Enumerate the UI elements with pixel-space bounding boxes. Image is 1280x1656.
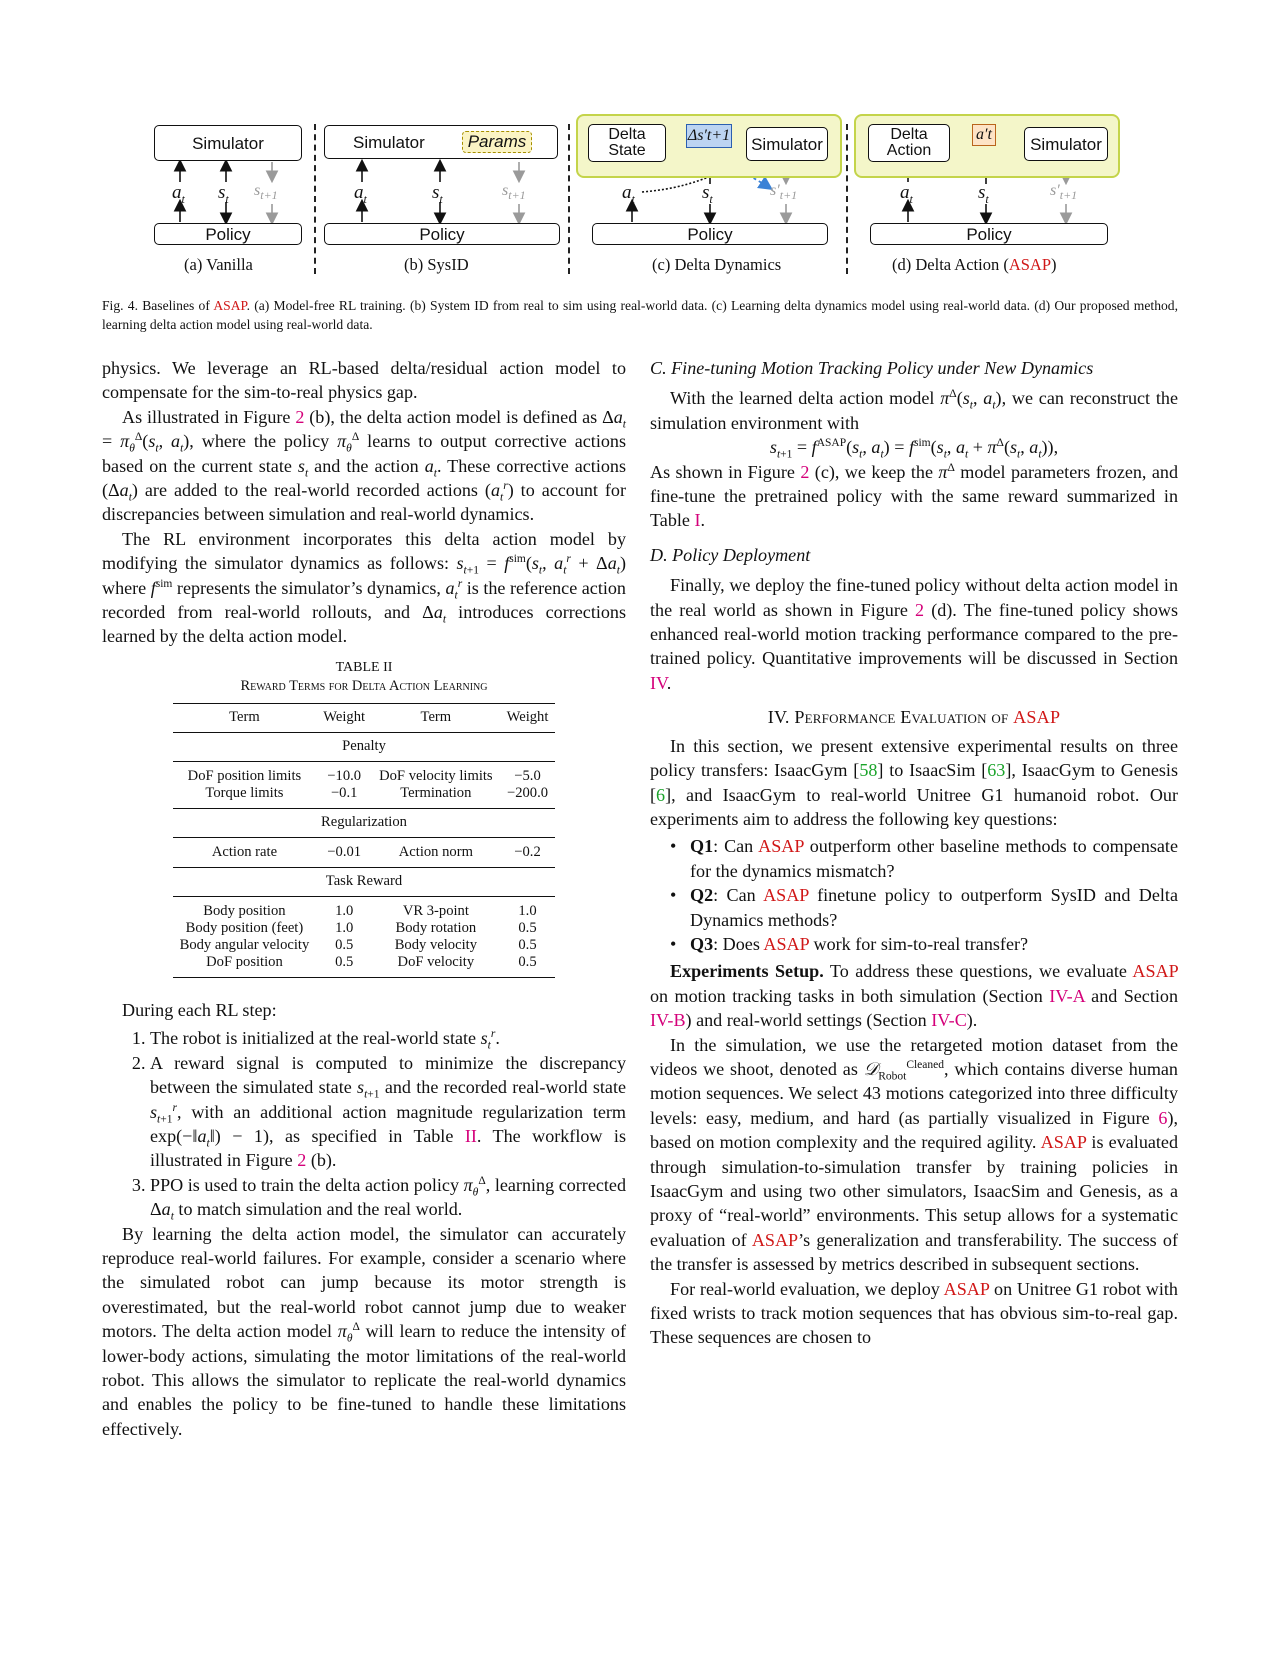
panel-d-policy: Policy xyxy=(870,223,1108,245)
table-header: Term xyxy=(372,703,500,732)
paragraph: The RL environment incorporates this delta action model by modifying the simulator dynamics as follows: $s_{t+1} = f^{sim}(s_t$, $a_t^r + \Delta a_t$) where $f^{sim}$ represents the simulator’s dynamics, $a_t^r$ is the reference action recorded from real-world rollouts, and $\Delta a_t$ introduces corrections learned by the delta action model. xyxy=(102,528,627,647)
paragraph: In this section, we present extensive experimental results on three policy transfers: IsaacGym [58] to IsaacSim [63], IsaacGym to Genesis [6], and IsaacGym to real-world Unitree G1 humanoid robot. Our experiments aim to address the following key questions: xyxy=(650,735,1178,829)
table-cell: −10.0 xyxy=(327,767,362,784)
var-a-t: $a_t$ xyxy=(900,182,913,206)
panel-a-simulator: Simulator xyxy=(154,125,302,161)
table-row xyxy=(173,937,556,954)
table-row xyxy=(173,785,556,809)
table-group: Task Reward xyxy=(173,867,556,896)
table-cell: DoF position limits xyxy=(187,767,302,784)
paragraph: As illustrated in Figure 2 (b), the delta action model is defined as $\Delta a_t = \pi_\theta^\Delta(s_t$, $a_t$), where the policy $\pi_\theta^\Delta$ learns to output corrective actions based on the current state $s_t$ and the action $a_t$. These corrective actions $(\Delta a_t)$ are added to the real-world recorded actions $(a_t^r)$ to account for discrepancies between simulation and real-world dynamics. xyxy=(102,406,627,525)
panel-b-label: (b) SysID xyxy=(404,255,469,274)
table-header: Weight xyxy=(500,703,556,732)
var-a-t: $a_t$ xyxy=(622,182,635,206)
var-s-t: $s_t$ xyxy=(432,182,443,206)
panel-d-simulator: Simulator xyxy=(1024,127,1108,161)
var-s-prime-t1: $s'_{t+1}$ xyxy=(770,182,798,203)
paragraph: With the learned delta action model $\pi^\Delta(s_t$, $a_t$), we can reconstruct the simulation environment with xyxy=(650,388,1178,433)
table-cell: DoF velocity xyxy=(372,954,500,978)
panel-b-policy: Policy xyxy=(324,223,560,245)
section-heading-d: D. Policy Deployment xyxy=(650,544,811,565)
table-cell: 0.5 xyxy=(518,936,537,953)
step-intro: During each RL step: xyxy=(122,999,277,1020)
table-cell: Body position (feet) xyxy=(185,919,304,936)
panel-c-policy: Policy xyxy=(592,223,828,245)
panel-d-label: (d) Delta Action (ASAP) xyxy=(892,255,1057,274)
panel-a-label: (a) Vanilla xyxy=(184,255,253,274)
table-cell: DoF velocity limits xyxy=(379,767,493,784)
table-group: Penalty xyxy=(173,732,556,761)
list-item: 2. A reward signal is computed to minimize the discrepancy between the simulated state $s_{t+1}$ and the recorded real-world state $s_{t+1}^r$, with an additional action magnitude regularization term $\exp(-‖a_t‖) - 1$), as specified in Table II. The workflow is illustrated in Figure 2 (b). xyxy=(150,1051,626,1173)
table-cell: 1.0 xyxy=(518,902,537,919)
panel-c-delta-state: Delta State xyxy=(588,124,666,162)
separator xyxy=(846,124,848,274)
paragraph: physics. We leverage an RL-based delta/residual action model to compensate for the sim-to-real physics gap. xyxy=(102,358,626,403)
panel-c-label: (c) Delta Dynamics xyxy=(652,255,782,274)
table-cell: Body position xyxy=(203,902,286,919)
var-s-prime-t1: $s'_{t+1}$ xyxy=(1050,182,1078,203)
table-cell: 0.5 xyxy=(518,919,537,936)
table-cell: 0.5 xyxy=(316,954,372,978)
var-s-t: $s_t$ xyxy=(702,182,713,206)
equation: $s_{t+1} = f^{ASAP}(s_t$, $a_t) = f^{sim}(s_t$, $a_t + \pi^\Delta(s_t$, $a_t$)), xyxy=(769,437,1059,461)
table-header: Term xyxy=(173,703,317,732)
table-cell: 0.5 xyxy=(500,954,556,978)
panel-c-delta-s-box: Δs′t+1 xyxy=(686,124,732,148)
panel-b-simulator-label: Simulator xyxy=(353,132,425,152)
table-cell: −5.0 xyxy=(514,767,541,784)
panel-c-simulator: Simulator xyxy=(746,127,828,161)
panel-d-a-prime-box: a′t xyxy=(972,124,996,146)
table-row xyxy=(173,761,556,785)
table-cell: −200.0 xyxy=(500,785,556,809)
table-header: Weight xyxy=(316,703,372,732)
var-a-t: $a_t$ xyxy=(172,182,185,206)
table-cell: Torque limits xyxy=(173,785,317,809)
list-item: • Q2: Can ASAP finetune policy to outperform SysID and Delta Dynamics methods? xyxy=(690,883,1178,932)
figure-caption: Fig. 4. Baselines of ASAP. (a) Model-free RL training. (b) System ID from real to sim using real-world data. (c) Learning delta dynamics model using real-world data. (d) Our proposed method, learning delta action model using real-world data. xyxy=(102,298,1178,332)
panel-d-delta-action: Delta Action xyxy=(868,124,950,162)
figure-4 xyxy=(0,0,1280,290)
table-cell: Termination xyxy=(372,785,500,809)
table-cell: Body velocity xyxy=(394,936,477,953)
paragraph: Experiments Setup. To address these questions, we evaluate ASAP on motion tracking tasks in both simulation (Section IV-A and Section IV-B) and real-world settings (Section IV-C). xyxy=(650,961,1178,1031)
table-cell: −0.01 xyxy=(316,837,372,867)
table-row xyxy=(173,920,556,937)
table-cell: 1.0 xyxy=(335,902,354,919)
table-cell: 0.5 xyxy=(335,936,354,953)
list-item: • Q3: Does ASAP work for sim-to-real transfer? xyxy=(690,932,1178,956)
question-list xyxy=(650,834,1178,956)
left-column xyxy=(102,356,626,1441)
table-cell: Action norm xyxy=(372,837,500,867)
table-title: TABLE II xyxy=(335,659,393,675)
var-a-t: $a_t$ xyxy=(354,182,367,206)
table-subtitle: Reward Terms for Delta Action Learning xyxy=(240,677,488,694)
separator xyxy=(314,124,316,274)
table-cell: VR 3-point xyxy=(402,902,469,919)
table-row xyxy=(173,954,556,978)
right-column xyxy=(650,356,1178,1350)
panel-b-params: Params xyxy=(462,131,532,153)
separator xyxy=(568,124,570,274)
section-heading-c: C. Fine-tuning Motion Tracking Policy under New Dynamics xyxy=(650,358,1094,378)
table-row xyxy=(173,837,556,867)
table-cell: −0.2 xyxy=(500,837,556,867)
table-group: Regularization xyxy=(173,808,556,837)
table-caption xyxy=(102,659,626,695)
var-s-t: $s_t$ xyxy=(218,182,229,206)
section-title-iv: IV. Performance Evaluation of ASAP xyxy=(767,707,1061,728)
table-cell: Body angular velocity xyxy=(179,936,310,953)
table-cell: Body rotation xyxy=(395,919,477,936)
paragraph: As shown in Figure 2 (c), we keep the $\pi^\Delta$ model parameters frozen, and fine-tune the pretrained policy with the same reward summarized in Table I. xyxy=(650,461,1178,531)
table-cell: −0.1 xyxy=(316,785,372,809)
table-cell: 1.0 xyxy=(335,919,354,936)
table-cell: DoF position xyxy=(173,954,317,978)
var-s-t1: $s_{t+1}$ xyxy=(502,182,526,203)
table-row xyxy=(173,896,556,920)
reward-terms-table xyxy=(173,703,556,978)
paragraph: For real-world evaluation, we deploy ASAP on Unitree G1 robot with fixed wrists to track motion sequences that has obvious sim-to-real gap. These sequences are chosen to xyxy=(650,1278,1178,1348)
rl-step-list xyxy=(102,1026,626,1221)
table-cell: Action rate xyxy=(173,837,317,867)
paragraph: Finally, we deploy the fine-tuned policy without delta action model in the real world as shown in Figure 2 (d). The fine-tuned policy shows enhanced real-world motion tracking performance compared to the pre-trained policy. Quantitative improvements will be discussed in Section IV. xyxy=(650,575,1178,693)
var-s-t: $s_t$ xyxy=(978,182,989,206)
paragraph: By learning the delta action model, the simulator can accurately reproduce real-world failures. For example, consider a scenario where the simulated robot can jump because its motor strength is overestimated, but the real-world robot cannot jump due to weaker motors. The delta action model $\pi_\theta^\Delta$ will learn to reduce the intensity of lower-body actions, simulating the motor limitations of the real-world robot. This allows the simulator to replicate the real-world dynamics and enables the policy to be fine-tuned to handle these limitations effectively. xyxy=(102,1223,626,1439)
list-item: 1. The robot is initialized at the real-world state $s_t^r$. xyxy=(150,1026,626,1050)
paragraph: In the simulation, we use the retargeted motion dataset from the videos we shoot, denoted as 𝒟$_{Robot}^{Cleaned}$, which contains diverse human motion sequences. We select 43 motions categorized into three difficulty levels: easy, medium, and hard (as partially visualized in Figure 6), based on motion complexity and the required agility. ASAP is evaluated through simulation-to-simulation transfer by training policies in IsaacGym and using two other simulators, IsaacSim and Genesis, as a proxy of “real-world” environments. This setup allows for a systematic evaluation of ASAP’s generalization and transferability. The success of the transfer is assessed by metrics described in subsequent sections. xyxy=(650,1034,1178,1275)
var-s-t1: $s_{t+1}$ xyxy=(254,182,278,203)
panel-a-policy: Policy xyxy=(154,223,302,245)
list-item: • Q1: Can ASAP outperform other baseline methods to compensate for the dynamics mismatch? xyxy=(690,834,1178,883)
list-item: 3. PPO is used to train the delta action policy $\pi_\theta^\Delta$, learning corrected $\Delta a_t$ to match simulation and the real world. xyxy=(150,1173,626,1222)
